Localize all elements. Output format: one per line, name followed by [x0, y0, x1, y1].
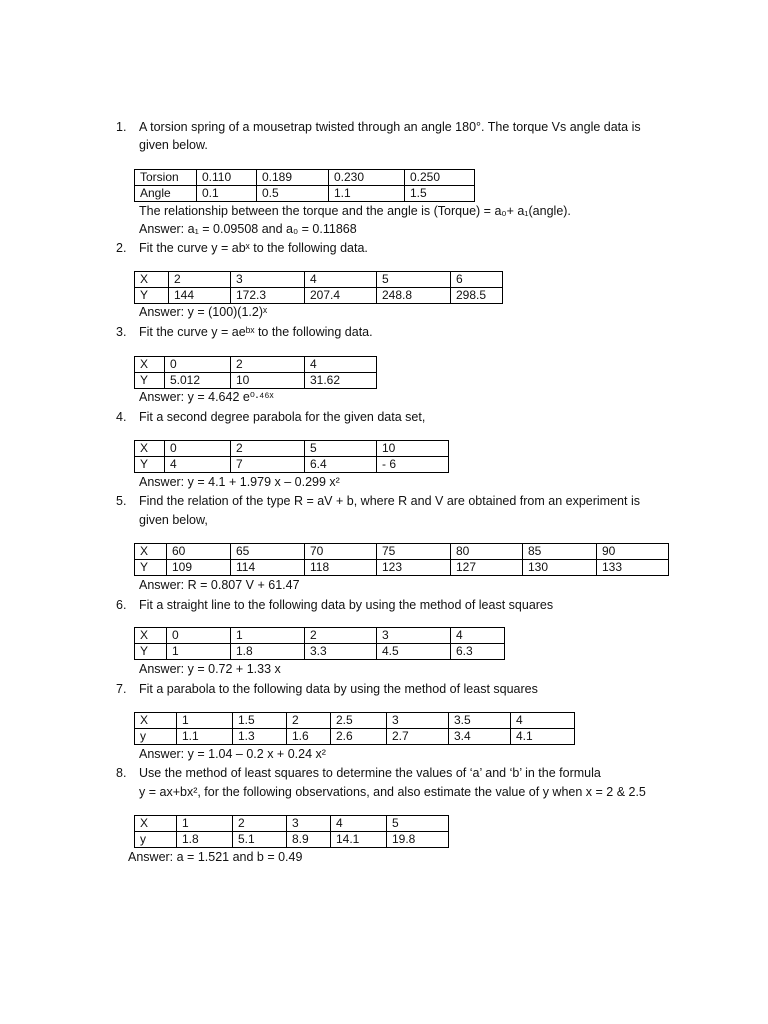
table-cell: X [135, 628, 167, 644]
answer-text: Answer: y = 4.642 e⁰·⁴⁶ˣ [139, 390, 274, 404]
table-cell: 3 [387, 713, 449, 729]
table-cell: 172.3 [231, 288, 305, 304]
table-row [135, 628, 505, 644]
table-cell: 2.7 [387, 729, 449, 745]
problem-number: 3. [116, 325, 127, 339]
data-table [134, 815, 449, 848]
table-cell: 4 [305, 357, 377, 373]
table-row [135, 441, 449, 457]
table-cell: 65 [231, 544, 305, 560]
table-cell: 2.5 [331, 713, 387, 729]
table-cell: 1 [177, 816, 233, 832]
table-cell: 0 [165, 441, 231, 457]
answer-text: Answer: y = 1.04 – 0.2 x + 0.24 x² [139, 747, 326, 761]
answer-text: Answer: R = 0.807 V + 61.47 [139, 578, 300, 592]
table-row [135, 832, 449, 848]
table-cell: 1 [177, 713, 233, 729]
table-cell: 2 [231, 357, 305, 373]
table-cell: 2 [305, 628, 377, 644]
relationship-note: The relationship between the torque and the angle is (Torque) = a₀+ a₁(angle). [139, 204, 571, 218]
table-cell: Y [135, 288, 169, 304]
table-cell: Y [135, 644, 167, 660]
table-cell: 2 [233, 816, 287, 832]
problem-text: Fit a second degree parabola for the given data set, [139, 410, 426, 424]
table-cell: y [135, 832, 177, 848]
problem-text: Use the method of least squares to determine the values of ‘a’ and ‘b’ in the formula [139, 766, 601, 780]
table-row [135, 560, 669, 576]
table-cell: 70 [305, 544, 377, 560]
table-row [135, 373, 377, 389]
problem-text: Fit the curve y = abˣ to the following data. [139, 241, 368, 255]
table-cell: 127 [451, 560, 523, 576]
table-cell: 80 [451, 544, 523, 560]
table-row [135, 272, 503, 288]
table-cell: 2.6 [331, 729, 387, 745]
table-row [135, 186, 475, 202]
table-cell: 75 [377, 544, 451, 560]
table-cell: 4.1 [511, 729, 575, 745]
table-cell: - 6 [377, 457, 449, 473]
problem-text: A torsion spring of a mousetrap twisted through an angle 180°. The torque Vs angle data is [139, 120, 641, 134]
table-cell: 1.1 [329, 186, 405, 202]
table-cell: 109 [167, 560, 231, 576]
table-cell: X [135, 441, 165, 457]
table-cell: X [135, 544, 167, 560]
table-cell: 1 [167, 644, 231, 660]
table-cell: 298.5 [451, 288, 503, 304]
table-cell: y [135, 729, 177, 745]
table-cell: 114 [231, 560, 305, 576]
table-cell: 6.3 [451, 644, 505, 660]
data-table [134, 169, 475, 202]
problem-text: given below, [139, 513, 208, 527]
table-cell: 14.1 [331, 832, 387, 848]
table-cell: 4 [165, 457, 231, 473]
table-cell: 3.5 [449, 713, 511, 729]
table-cell: 6 [451, 272, 503, 288]
table-row [135, 729, 575, 745]
table-cell: 5.1 [233, 832, 287, 848]
problem-text: y = ax+bx², for the following observations, and also estimate the value of y when x = 2 & 2.5 [139, 785, 646, 799]
table-row [135, 170, 475, 186]
table-cell: 8.9 [287, 832, 331, 848]
problem-number: 4. [116, 410, 127, 424]
table-cell: 1.1 [177, 729, 233, 745]
table-cell: Y [135, 373, 165, 389]
table-row [135, 713, 575, 729]
table-cell: 133 [597, 560, 669, 576]
table-cell: 90 [597, 544, 669, 560]
table-cell: 1.5 [233, 713, 287, 729]
problem-text: Fit a parabola to the following data by using the method of least squares [139, 682, 538, 696]
data-table [134, 712, 575, 745]
answer-text: Answer: a₁ = 0.09508 and a₀ = 0.11868 [139, 222, 357, 236]
data-table [134, 440, 449, 473]
table-cell: 0.1 [197, 186, 257, 202]
table-cell: X [135, 272, 169, 288]
table-cell: 0 [165, 357, 231, 373]
table-cell: 0.110 [197, 170, 257, 186]
table-row [135, 644, 505, 660]
table-cell: 4 [331, 816, 387, 832]
table-cell: 4 [451, 628, 505, 644]
table-cell: 4.5 [377, 644, 451, 660]
table-cell: 3 [231, 272, 305, 288]
table-cell: 6.4 [305, 457, 377, 473]
table-cell: 7 [231, 457, 305, 473]
table-row [135, 457, 449, 473]
table-cell: 0 [167, 628, 231, 644]
problem-number: 5. [116, 494, 127, 508]
table-cell: Y [135, 457, 165, 473]
table-cell: 1 [231, 628, 305, 644]
table-cell: 5 [387, 816, 449, 832]
table-cell: 3 [377, 628, 451, 644]
table-cell: 0.230 [329, 170, 405, 186]
answer-text: Answer: y = 4.1 + 1.979 x – 0.299 x² [139, 475, 340, 489]
table-cell: 4 [305, 272, 377, 288]
table-cell: X [135, 713, 177, 729]
table-cell: 10 [231, 373, 305, 389]
table-row [135, 288, 503, 304]
table-cell: 0.5 [257, 186, 329, 202]
table-cell: 248.8 [377, 288, 451, 304]
table-cell: 4 [511, 713, 575, 729]
table-cell: 5 [305, 441, 377, 457]
table-cell: 144 [169, 288, 231, 304]
table-cell: 1.6 [287, 729, 331, 745]
table-row [135, 816, 449, 832]
table-cell: 2 [287, 713, 331, 729]
data-table [134, 356, 377, 389]
table-cell: 31.62 [305, 373, 377, 389]
table-cell: 1.3 [233, 729, 287, 745]
problem-text: Fit a straight line to the following data by using the method of least squares [139, 598, 554, 612]
problem-number: 8. [116, 766, 127, 780]
problem-number: 2. [116, 241, 127, 255]
problem-number: 7. [116, 682, 127, 696]
data-table [134, 271, 503, 304]
problem-text: Fit the curve y = aeᵇˣ to the following data. [139, 325, 373, 339]
table-cell: 1.8 [231, 644, 305, 660]
table-row [135, 544, 669, 560]
table-cell: 118 [305, 560, 377, 576]
table-cell: 5 [377, 272, 451, 288]
table-cell: 10 [377, 441, 449, 457]
answer-text: Answer: a = 1.521 and b = 0.49 [128, 850, 303, 864]
answer-text: Answer: y = (100)(1.2)ˣ [139, 305, 268, 319]
table-cell: 60 [167, 544, 231, 560]
table-cell: 0.250 [405, 170, 475, 186]
answer-text: Answer: y = 0.72 + 1.33 x [139, 662, 281, 676]
table-cell: 207.4 [305, 288, 377, 304]
table-cell: 1.8 [177, 832, 233, 848]
table-cell: Y [135, 560, 167, 576]
problem-number: 6. [116, 598, 127, 612]
table-cell: 85 [523, 544, 597, 560]
table-cell: 1.5 [405, 186, 475, 202]
table-cell: 130 [523, 560, 597, 576]
table-cell: 2 [169, 272, 231, 288]
table-cell: X [135, 357, 165, 373]
problem-number: 1. [116, 120, 127, 134]
table-cell: Torsion [135, 170, 197, 186]
problem-text: given below. [139, 138, 208, 152]
table-cell: Angle [135, 186, 197, 202]
table-cell: 0.189 [257, 170, 329, 186]
table-cell: 2 [231, 441, 305, 457]
table-row [135, 357, 377, 373]
data-table [134, 543, 669, 576]
problem-text: Find the relation of the type R = aV + b, where R and V are obtained from an experiment is [139, 494, 640, 508]
table-cell: 3.4 [449, 729, 511, 745]
table-cell: 19.8 [387, 832, 449, 848]
table-cell: 123 [377, 560, 451, 576]
table-cell: 3 [287, 816, 331, 832]
table-cell: X [135, 816, 177, 832]
data-table [134, 627, 505, 660]
table-cell: 3.3 [305, 644, 377, 660]
table-cell: 5.012 [165, 373, 231, 389]
